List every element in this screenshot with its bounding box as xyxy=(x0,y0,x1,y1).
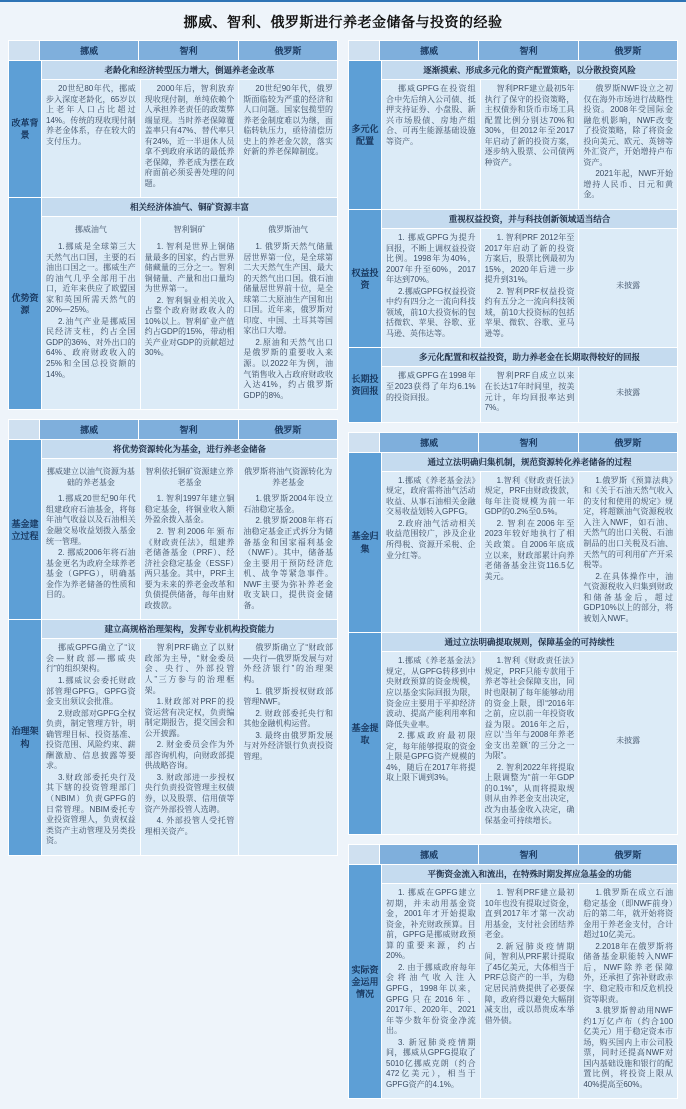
column-header: 智利 xyxy=(479,41,577,60)
row-label: 基金建立过程 xyxy=(9,440,41,619)
paragraph: 1. 俄罗斯授权财政部管理NWF。 xyxy=(243,686,334,707)
paragraph: 2. 智利PRF权益投资约有五分之一流向科技领域，前10大投资标的包括苹果、微软、谷歌、亚马逊等。 xyxy=(484,286,575,338)
table-cell xyxy=(481,884,579,1098)
table-cell xyxy=(382,472,480,633)
paragraph: 2. 财金委员会作为外部咨询机构，向财政部提供战略咨询。 xyxy=(144,740,235,771)
paragraph: 智利PRF建立最初5年执行了保守的投资策略，主权债券和货币市场工具配置比例分别达70%和30%，但2012年至2017年启动了新的投资方案，逐步纳入股票、公司债两种资产。 xyxy=(484,84,575,167)
section-body xyxy=(382,210,677,347)
table-header-row xyxy=(9,420,337,439)
section-body xyxy=(42,61,337,197)
paragraph: 1.智利《财政责任法》规定，PRF由财政拨款，每年注资规模为前一年GDP的0.2%至0.5%。 xyxy=(484,475,575,517)
corner-cell xyxy=(349,41,379,60)
section-cells xyxy=(42,639,337,854)
paragraph: 1.挪威20世纪90年代组建政府石油基金，将每年油气收益以及石油相关金融交易收益划拨入基金统一管理。 xyxy=(46,494,136,546)
paragraph: 2. 挪威2006年将石油基金更名为政府全球养老基金（GPFG），明确基金作为养老储备的性质和目的。 xyxy=(46,548,136,600)
row-label: 基金归集 xyxy=(349,453,381,633)
paragraph: 2.挪威政府最初限定，每年能够提取的资金上限是GPFG资产规模的4%，随后在2017年将提取上限下调到3%。 xyxy=(386,731,476,783)
section-body xyxy=(42,198,337,409)
row-label: 权益投资 xyxy=(349,210,381,347)
section-cells xyxy=(42,459,337,619)
paragraph: 1. 智利PRF建立最初10年也没有提取过资金，直到2017年才第一次动用基金，支付社会团结养老金。 xyxy=(484,888,575,940)
table-cell xyxy=(579,367,677,421)
paragraph: 1.俄罗斯2004年设立石油稳定基金。 xyxy=(243,494,334,514)
paragraph: 2021年起，NWF开始增持人民币、日元和黄金。 xyxy=(583,169,674,200)
paragraph: 俄罗斯油气 xyxy=(268,225,309,235)
table-cell xyxy=(382,229,480,347)
paragraph: 3. 财政部进一步授权央行负责投资管理主权债券，以及股票、信用债等资产外部投管人选聘。 xyxy=(144,772,235,814)
column-header: 智利 xyxy=(479,845,577,864)
table-section xyxy=(9,620,337,854)
paragraph: 1.挪威《养老基金法》规定，从GPFG转移到中央财政预算的资金规模，应以基金实际回报为限，资金应主要用于平抑经济波动、提高产能利用率和降低失业率。 xyxy=(386,656,476,729)
table-cell xyxy=(579,884,677,1098)
section-cells xyxy=(42,217,337,409)
paragraph: 2000年后，智利放弃现收现付制，单纯依赖个人承担养老责任的政策弊端显现。当时养老保障覆盖率只有47%、替代率只有24%，近一半退休人员拿不到政府承诺的最低养老保障，养老成为摆在政府面前必须妥善处理的问题。 xyxy=(144,84,235,188)
paragraph: 1. 挪威GPFG为提升回报，不断上调权益投资比例。1998年为40%，2007年升至60%，2017年达到70%。 xyxy=(386,233,476,285)
table-cell xyxy=(382,884,480,1098)
section-title: 建立高规格治理架构，发挥专业机构投资能力 xyxy=(42,620,337,638)
table-cell xyxy=(579,472,677,633)
paragraph: 未披露 xyxy=(616,387,641,397)
paragraph: 2. 智利2022年将提取上限调整为“前一年GDP的0.1%”，从而将提取规则从由养老金支出决定，改为由基金收入决定，确保基金可持续增长。 xyxy=(484,762,575,825)
row-label: 多元化配置 xyxy=(349,61,381,209)
table-cell xyxy=(481,652,579,834)
table-section xyxy=(349,453,677,633)
paragraph: 挪威GPFG确立了“议会—财政部—挪威央行”的组织架构。 xyxy=(46,643,136,674)
table-section xyxy=(9,440,337,619)
comparison-table xyxy=(8,40,338,410)
paragraph: 1. 挪威在GPFG建立初期，并未动用基金资金，2001年才开始提取资金，补充财政预算。目前，GPFG是挪威财政预算的重要来源，约占20%。 xyxy=(386,888,476,961)
table-section xyxy=(349,61,677,209)
paragraph: 1. 智利是世界上铜储量最多的国家，约占世界储藏量的三分之一。智利铜储量、产量和出口量均为世界第一。 xyxy=(144,242,235,294)
section-body xyxy=(382,348,677,421)
table-cell xyxy=(481,367,579,421)
section-body xyxy=(382,865,677,1098)
paragraph: 2.财政部对GPFG全权负责，制定管理方针，明确管理目标、投资基准、投资范围、风险约束、薪酬激励、信息披露等要求。 xyxy=(46,708,136,771)
column-header: 俄罗斯 xyxy=(579,41,677,60)
paragraph: 2.油气产业是挪威国民经济支柱，约占全国GDP的36%、对外出口的64%、政府财政收入的25%和全国总投资额的14%。 xyxy=(46,316,136,379)
paragraph: 俄罗斯确立了“财政部—央行—俄罗斯发展与对外经济银行”的治理架构。 xyxy=(243,643,334,684)
paragraph: 智利PRF确立了以财政部为主导，“财金委员会、央行、外部投管人”三方参与的治理框架。 xyxy=(144,643,235,695)
table-section xyxy=(349,865,677,1098)
table-section xyxy=(9,198,337,409)
paragraph: 2.政府油气活动相关收益范围较广，涉及企业所得税、资源开采税、企业分红等。 xyxy=(386,518,476,560)
table-cell xyxy=(481,229,579,347)
paragraph: 3.财政部委托央行及其下辖的投资管理部门（NBIM）负责GPFG的日常管理。NBIM委托专业投资管理人，负责权益类资产主动管理及另类投资。 xyxy=(46,772,136,846)
row-label: 改革背景 xyxy=(9,61,41,197)
section-title: 多元化配置和权益投资，助力养老金在长期取得较好的回报 xyxy=(382,348,677,366)
section-cells xyxy=(382,884,677,1098)
paragraph: 1. 俄罗斯天然气储量居世界第一位，是全球第二大天然气生产国、最大的天然气出口国。俄石油储量居世界前十位，是全球第二大原油生产国和出口国。近年来，俄罗斯对印度、中国、土耳其等国家出口大增。 xyxy=(243,242,334,336)
paragraph: 2.原油和天然气出口是俄罗斯的重要收入来源。以2022年为例，油气销售收入占政府财政收入达41%，约占俄罗斯GDP的8%。 xyxy=(243,337,334,400)
corner-cell xyxy=(9,41,39,60)
table-cell xyxy=(382,652,480,834)
column-header: 智利 xyxy=(479,433,577,452)
column-header: 挪威 xyxy=(40,41,138,60)
paragraph: 挪威GPFG在投资组合中先后纳入公司债、抵押支持证券、小盘股、新兴市场股债、房地产组合、可再生能源基础设施等资产。 xyxy=(386,84,476,146)
section-title: 逐渐摸索、形成多元化的资产配置策略，以分散投资风险 xyxy=(382,61,677,79)
paragraph: 1. 智利1997年建立铜稳定基金，将铜业收入额外盈余拨入基金。 xyxy=(144,494,235,525)
paragraph: 2.新冠肺炎疫情期间，智利从PRF累计提取了45亿美元，大体相当于PRF总资产的一半，为稳定居民消费提供了必要保障，政府得以避免大幅削减支出，或以昂贵成本举借外债。 xyxy=(484,941,575,1025)
column-header: 俄罗斯 xyxy=(239,420,337,439)
section-body xyxy=(382,453,677,633)
row-label: 治理架构 xyxy=(9,620,41,854)
table-cell xyxy=(481,472,579,633)
paragraph: 2.在具体操作中，油气资源税收入归集到财政和储备基金后，超过GDP10%以上的部分，将被划入NWF。 xyxy=(583,571,674,623)
paragraph: 1.挪威议会委托财政部管理GPFG。GPFG资金支出须议会批准。 xyxy=(46,675,136,707)
column-header: 挪威 xyxy=(380,845,478,864)
column-header: 挪威 xyxy=(380,433,478,452)
paragraph: 智利PRF自成立以来在长达17年时间里，按美元计，年均回报率达到7%。 xyxy=(484,371,575,413)
table-cell xyxy=(141,217,239,409)
table-cell xyxy=(382,80,480,209)
row-label: 优势资源 xyxy=(9,198,41,409)
table-header-row xyxy=(349,433,677,452)
section-cells xyxy=(382,367,677,421)
table-cell xyxy=(239,639,337,854)
paragraph: 2.俄罗斯2008年将石油稳定基金正式拆分为储备基金和国家福利基金（NWF）。其中，储备基金主要用于预防经济危机、战争等紧急事件。NWF主要为弥补养老金收支缺口，提供资金储备。 xyxy=(243,516,334,610)
table-header-row xyxy=(349,41,677,60)
paragraph: 1.挪威是全球第三大天然气出口国，主要的石油出口国之一。挪威生产的油气几乎全部用于出口，近年来供应了欧盟国家和英国所需天然气的20%—25%。 xyxy=(46,242,136,315)
section-body xyxy=(42,440,337,619)
paragraph: 俄罗斯NWF设立之初仅在海外市场进行战略性投资。2008年受国际金融危机影响，NWF改变了投资策略，除了将资金投向美元、欧元、英镑等外汇资产，开始增持卢布资产。 xyxy=(583,84,674,167)
section-title: 通过立法明确提取规则，保障基金的可持续性 xyxy=(382,633,677,651)
table-cell xyxy=(382,367,480,421)
paragraph: 智利依托铜矿资源建立养老基金 xyxy=(145,467,234,487)
section-cells xyxy=(382,229,677,347)
column-header: 智利 xyxy=(139,41,237,60)
paragraph: 1.俄罗斯《预算法典》和《关于石油天然气收入的支付和使用的规定》规定，将超额油气资源税收入注入NWF，如石油、天然气的出口关税、石油制品的出口关税及石油、天然气的可利用矿产开采税等。 xyxy=(583,475,674,570)
section-cells xyxy=(382,80,677,209)
paragraph: 2. 智利在2006年至2023年较好地执行了相关政策。自2006年底成立以来，财政部累计向养老储备基金注资116.5亿美元。 xyxy=(484,518,575,581)
table-section xyxy=(349,210,677,347)
section-title: 相关经济体油气、铜矿资源丰富 xyxy=(42,198,337,216)
comparison-table xyxy=(8,419,338,856)
paragraph: 未披露 xyxy=(616,736,641,746)
section-cells xyxy=(382,652,677,834)
paragraph: 挪威油气 xyxy=(74,225,107,235)
comparison-table xyxy=(348,844,678,1099)
row-label: 基金提取 xyxy=(349,633,381,834)
table-cell xyxy=(42,639,140,854)
paragraph: 1.俄罗斯在成立石油稳定基金（即NWF前身）后的第二年，就开始将资金用于养老金支付，合计超过10亿美元。 xyxy=(583,888,674,940)
paragraph: 挪威建立以油气资源为基础的养老基金 xyxy=(46,467,135,487)
table-cell xyxy=(579,229,677,347)
table-section xyxy=(349,633,677,834)
paragraph: 2.挪威GPFG权益投资中约有四分之一流向科技领域，前10大投资标的包括微软、苹果、谷歌、亚马逊、英伟达等。 xyxy=(386,286,476,338)
table-cell xyxy=(579,80,677,209)
paragraph: 挪威GPFG在1998年至2023获得了年均6.1%的投资回报。 xyxy=(386,371,476,402)
section-body xyxy=(42,620,337,854)
section-title: 将优势资源转化为基金，进行养老金储备 xyxy=(42,440,337,458)
comparison-table xyxy=(348,432,678,835)
section-cells xyxy=(42,80,337,197)
paragraph: 2.2018年在俄罗斯将储备基金职能转入NWF后，NWF除养老保障外，还承担了弥补财政赤字、稳定股市和反危机投资等职责。 xyxy=(583,941,674,1004)
table-cell xyxy=(239,217,337,409)
corner-cell xyxy=(349,433,379,452)
table-cell xyxy=(141,459,239,619)
table-cell xyxy=(42,80,140,197)
paragraph: 2. 由于挪威政府每年会将油气收入注入GPFG，1998年以来，GPFG只在2016年、2017年、2020年、2021年等少数年份资金净流出。 xyxy=(386,962,476,1036)
right-column xyxy=(348,40,678,1099)
section-body xyxy=(382,61,677,209)
section-title: 通过立法明确归集机制，规范资源转化养老储备的过程 xyxy=(382,453,677,471)
paragraph: 3.俄罗斯曾动用NWF约1万亿卢布（约合100亿美元）用于稳定资本市场，购买国内上市公司股票，同时还提高NWF对国内基础设施和银行的配置比例，将投资上限从40%提高至60%。 xyxy=(583,1006,674,1089)
page xyxy=(0,2,686,1109)
left-column xyxy=(8,40,338,856)
paragraph: 1.挪威《养老基金法》规定，政府需将油气活动收益、从事石油相关金融交易收益划转入GPFG。 xyxy=(386,475,476,517)
column-header: 俄罗斯 xyxy=(579,433,677,452)
table-cell xyxy=(239,80,337,197)
row-label: 长期投资回报 xyxy=(349,348,381,421)
paragraph: 20世纪80年代，挪威步入深度老龄化，65岁以上老年人口占比超过14%。传统的现收现付制养老金体系，存在较大的支付压力。 xyxy=(46,84,136,146)
paragraph: 未披露 xyxy=(616,281,641,291)
column-header: 智利 xyxy=(139,420,237,439)
paragraph: 2. 智利铜业相关收入占整个政府财政收入的10%以上。智利矿业产值约占GDP的15%，带动相关产业对GDP的贡献超过30%。 xyxy=(144,295,235,358)
table-cell xyxy=(239,459,337,619)
table-section xyxy=(9,61,337,197)
table-cell xyxy=(481,80,579,209)
paragraph: 20世纪90年代，俄罗斯面临较为严重的经济和人口问题。国家包揽型的养老金制度难以为继，面临转轨压力，亟待清偿历史上的养老金欠款，落实好新的养老保障制度。 xyxy=(243,84,334,157)
paragraph: 1. 智利PRF 2012年至2017年启动了新的投资方案后，股票比例最初为15%，2020年后进一步提升到31%。 xyxy=(484,233,575,285)
column-header: 俄罗斯 xyxy=(579,845,677,864)
column-header: 挪威 xyxy=(380,41,478,60)
paragraph: 3. 最终由俄罗斯发展与对外经济银行负责投资管理。 xyxy=(243,730,334,761)
paragraph: 1.智利《财政责任法》规定，PRF只能专款用于养老等社会保障支出，同时也限制了每年能够动用的资金上限，即“2016年之前，应以前一年投资收益为限。2016年之后，应以‘当年与2008年养老金支出差额’的三分之一为限”。 xyxy=(484,656,575,761)
paragraph: 3. 新冠肺炎疫情期间，挪威从GPFG提取了5010亿挪威克朗（约合472亿美元），相当于GPFG资产的4.1%。 xyxy=(386,1037,476,1089)
table-columns xyxy=(8,40,678,1099)
paragraph: 4. 外部投管人受托管理相关资产。 xyxy=(144,816,235,836)
column-header: 挪威 xyxy=(40,420,138,439)
table-cell xyxy=(42,217,140,409)
table-cell xyxy=(141,80,239,197)
corner-cell xyxy=(9,420,39,439)
table-section xyxy=(349,348,677,421)
column-header: 俄罗斯 xyxy=(239,41,337,60)
section-title: 平衡资金流入和流出，在特殊时期发挥应急基金的功能 xyxy=(382,865,677,883)
section-title: 老龄化和经济转型压力增大，倒逼养老金改革 xyxy=(42,61,337,79)
table-cell xyxy=(579,652,677,834)
section-body xyxy=(382,633,677,834)
section-cells xyxy=(382,472,677,633)
paragraph: 1.财政部对PRF的投资运营有决定权，负责编制定期报告，提交国会和公开披露。 xyxy=(144,697,235,738)
page-title: 挪威、智利、俄罗斯进行养老金储备与投资的经验 xyxy=(183,14,503,30)
section-title: 重视权益投资，并与科技创新领域适当结合 xyxy=(382,210,677,228)
paragraph: 智利铜矿 xyxy=(173,225,206,235)
row-label: 实际资金运用情况 xyxy=(349,865,381,1098)
comparison-table xyxy=(348,40,678,423)
table-cell xyxy=(141,639,239,854)
paragraph: 2. 智利2006年颁布《财政责任法》，组建养老储备基金（PRF）、经济社会稳定基金（ESSF）两只基金。其中，PRF主要为未来的养老金改革和负债提供储备，每年由财政拨款。 xyxy=(144,526,235,610)
paragraph: 俄罗斯将油气资源转化为养老基金 xyxy=(244,467,333,487)
table-cell xyxy=(42,459,140,619)
table-header-row xyxy=(9,41,337,60)
paragraph: 2. 财政部委托央行和其他金融机构运营。 xyxy=(243,708,334,729)
